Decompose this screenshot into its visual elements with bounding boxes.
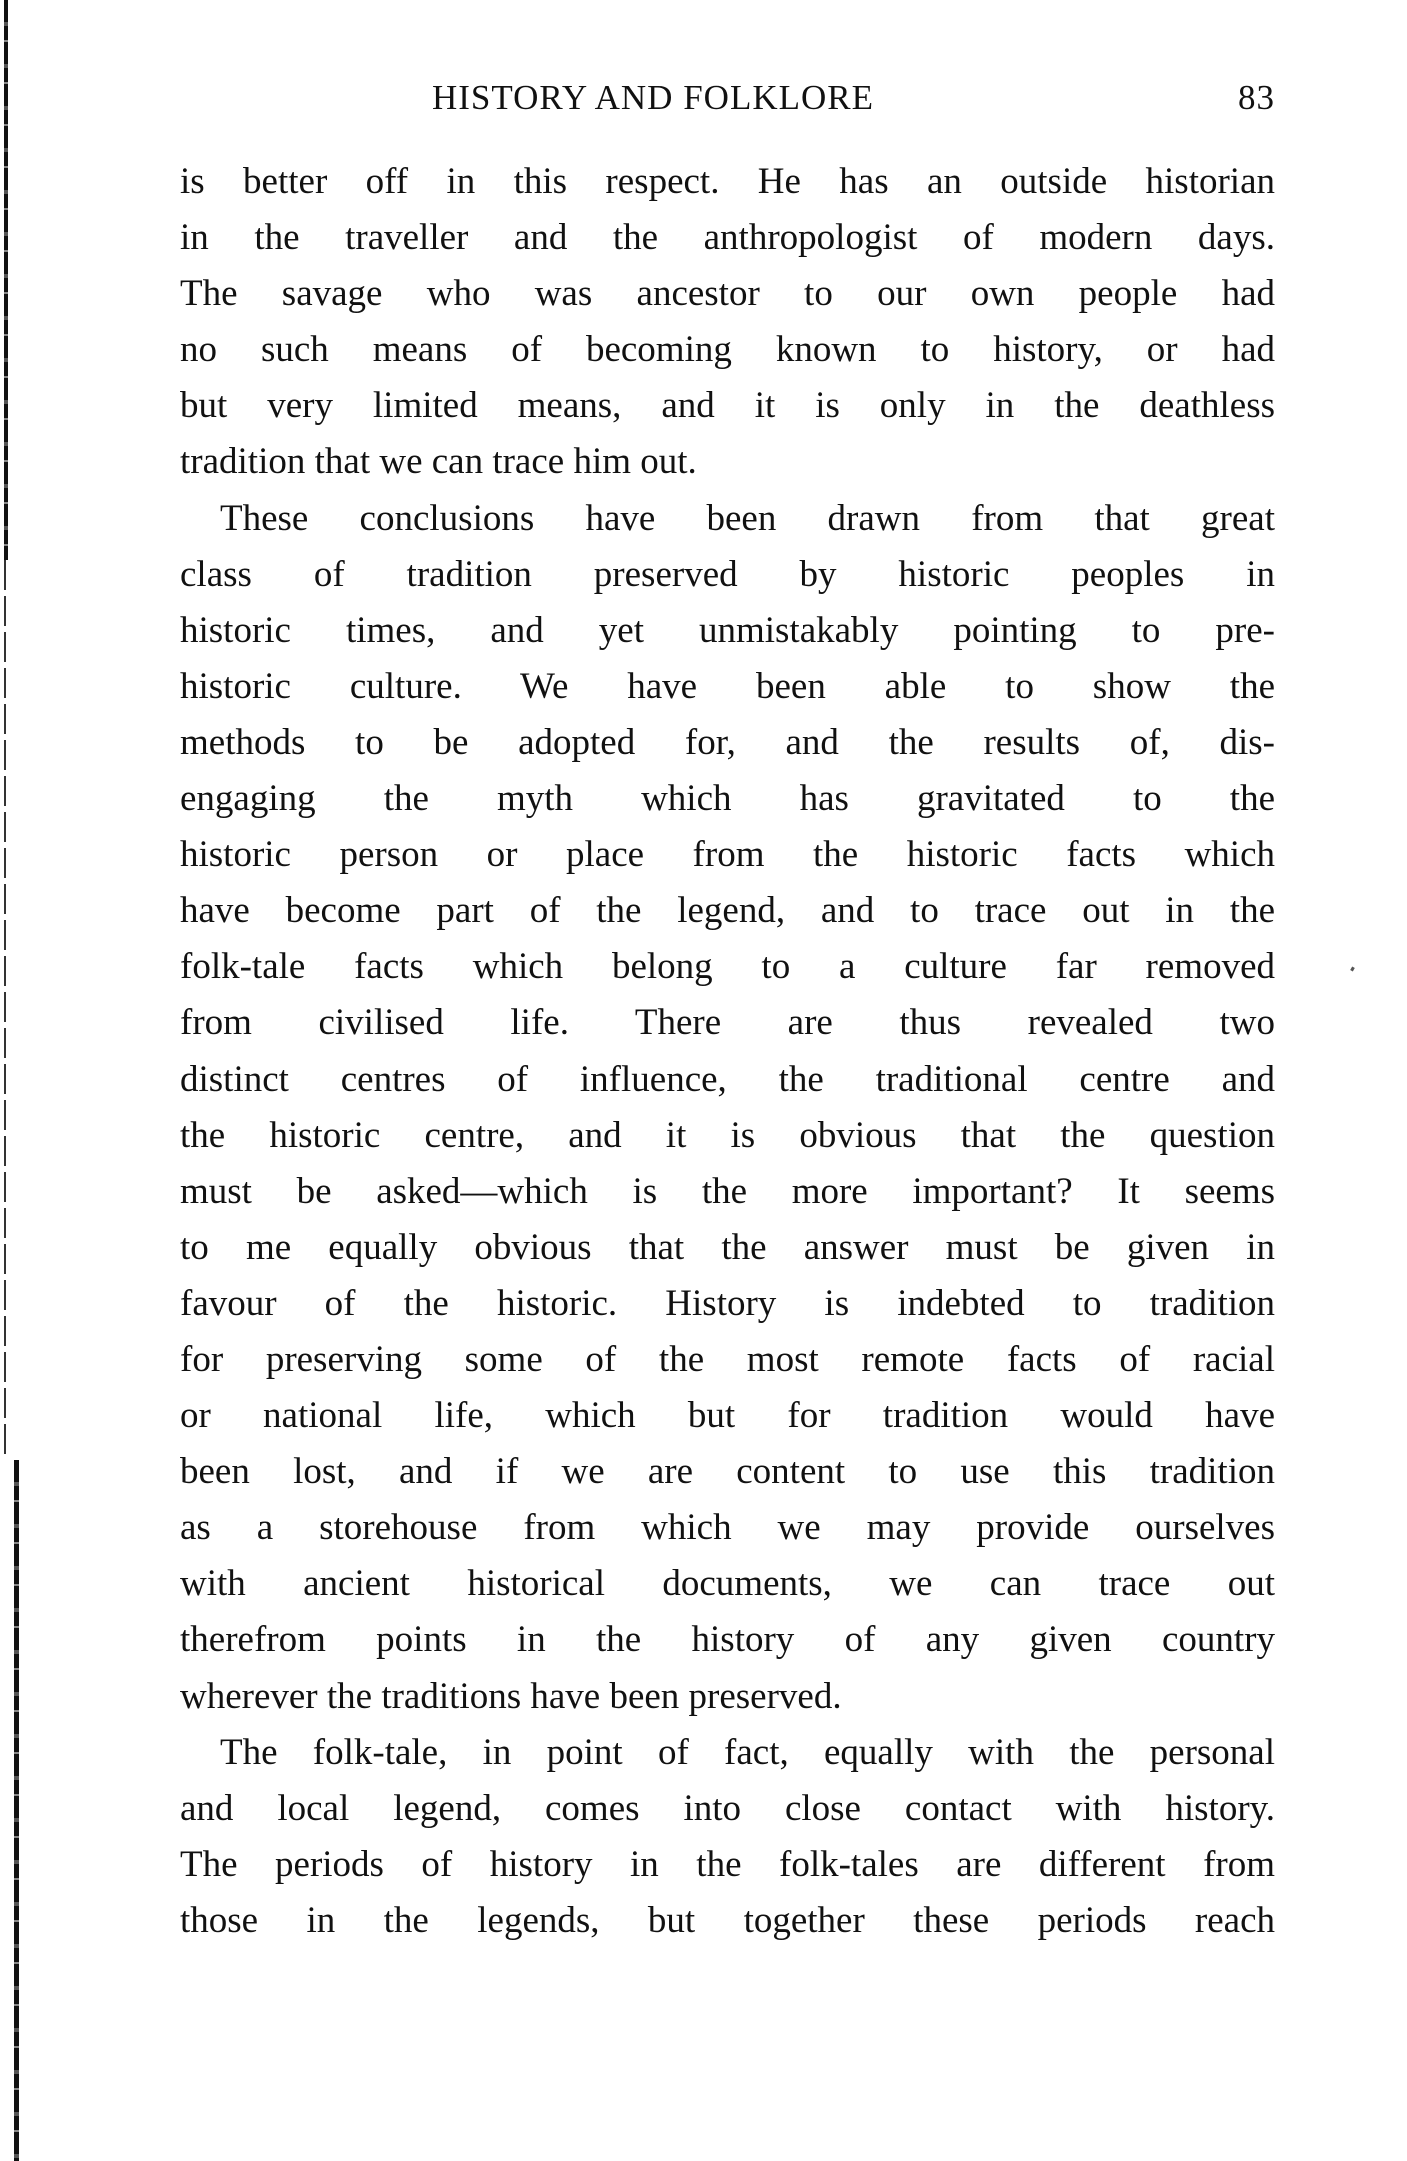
paragraph <box>180 1725 1275 1949</box>
text-line: those in the legends, but together these periods reach <box>180 1899 1275 1941</box>
text-line: class of tradition preserved by historic peoples in <box>180 553 1275 595</box>
text-line: therefrom points in the history of any given country <box>180 1619 1275 1661</box>
text-line: have become part of the legend, and to trace out in the <box>180 890 1275 932</box>
body-text <box>180 154 1275 1949</box>
text-line: tradition that we can trace him out. <box>180 441 697 483</box>
text-line: must be asked—which is the more important? It seems <box>180 1170 1275 1212</box>
text-line: for preserving some of the most remote facts of racial <box>180 1338 1275 1380</box>
text-line: to me equally obvious that the answer must be given in <box>180 1226 1275 1268</box>
text-line: wherever the traditions have been preserved. <box>180 1675 842 1717</box>
text-line: methods to be adopted for, and the results of, dis- <box>180 721 1275 763</box>
text-line: engaging the myth which has gravitated to the <box>180 778 1275 820</box>
page-number: 83 <box>1238 78 1275 117</box>
text-line: in the traveller and the anthropologist of modern days. <box>180 217 1275 259</box>
paragraph <box>180 491 1275 1725</box>
text-line: The savage who was ancestor to our own people had <box>180 273 1275 315</box>
running-title: HISTORY AND FOLKLORE <box>432 78 874 117</box>
scan-edge-mark <box>14 1460 19 2161</box>
text-line: been lost, and if we are content to use this tradition <box>180 1451 1275 1493</box>
text-line: or national life, which but for tradition would have <box>180 1395 1275 1437</box>
scan-edge-mark <box>4 0 8 560</box>
text-line: The periods of history in the folk-tales are different from <box>180 1843 1275 1885</box>
text-line: with ancient historical documents, we can trace out <box>180 1563 1275 1605</box>
text-line: historic times, and yet unmistakably pointing to pre- <box>180 609 1275 651</box>
scan-edge-mark <box>4 560 6 1460</box>
text-line: historic person or place from the historic facts which <box>180 834 1275 876</box>
text-line: but very limited means, and it is only in the deathless <box>180 385 1275 427</box>
paragraph <box>180 154 1275 491</box>
text-line: no such means of becoming known to history, or had <box>180 329 1275 371</box>
text-line: These conclusions have been drawn from that great <box>220 497 1275 539</box>
text-line: favour of the historic. History is indebted to tradition <box>180 1282 1275 1324</box>
text-line: distinct centres of influence, the traditional centre and <box>180 1058 1275 1100</box>
text-line: from civilised life. There are thus revealed two <box>180 1002 1275 1044</box>
text-line: is better off in this respect. He has an outside historian <box>180 161 1275 202</box>
text-line: historic culture. We have been able to show the <box>180 665 1275 707</box>
text-line: the historic centre, and it is obvious that the question <box>180 1114 1275 1156</box>
text-line: The folk-tale, in point of fact, equally with the personal <box>220 1731 1275 1773</box>
text-line: folk-tale facts which belong to a culture far removed <box>180 946 1275 988</box>
page-header <box>180 78 1275 128</box>
stray-ink-mark <box>1350 967 1355 972</box>
text-line: and local legend, comes into close contact with history. <box>180 1787 1275 1829</box>
text-line: as a storehouse from which we may provide ourselves <box>180 1507 1275 1549</box>
